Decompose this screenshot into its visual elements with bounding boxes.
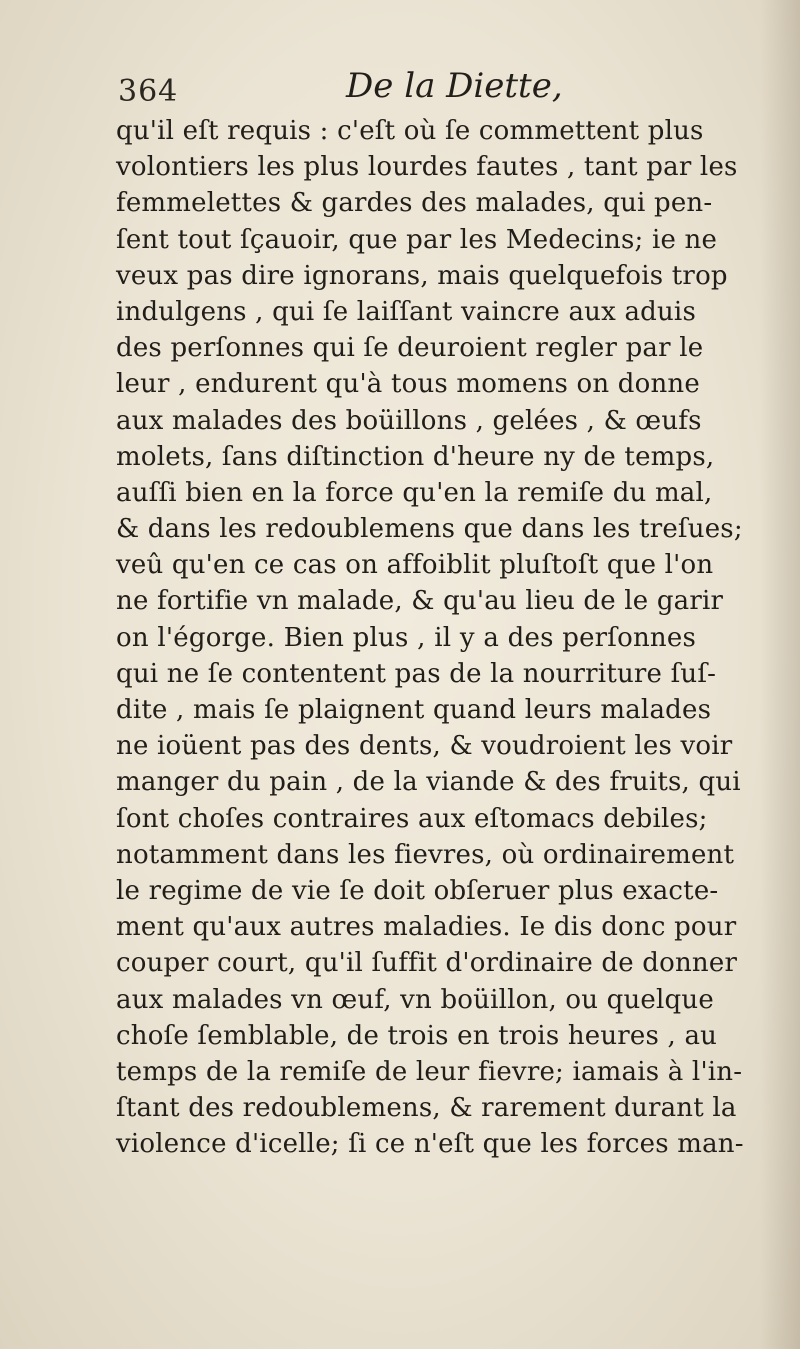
text-line: le regime de vie ſe doit obſeruer plus exacte- bbox=[116, 875, 719, 906]
text-line: veux pas dire ignorans, mais quelquefois trop bbox=[116, 260, 728, 291]
text-line: indulgens , qui ſe laiſſant vaincre aux aduis bbox=[116, 296, 696, 327]
text-line: temps de la remiſe de leur fievre; iamais à l'in- bbox=[116, 1056, 743, 1087]
running-title: De la Diette, bbox=[346, 66, 563, 106]
text-line: qui ne ſe contentent pas de la nourriture ſuſ- bbox=[116, 658, 717, 689]
page-number: 364 bbox=[118, 74, 179, 109]
text-line: manger du pain , de la viande & des fruits, qui bbox=[116, 767, 741, 798]
text-line: molets, ſans diſtinction d'heure ny de temps, bbox=[116, 441, 715, 472]
page-header bbox=[118, 66, 678, 116]
text-line: on l'égorge. Bien plus , il y a des perſonnes bbox=[116, 622, 696, 653]
text-line: veû qu'en ce cas on affoiblit pluſtoſt que l'on bbox=[116, 550, 714, 581]
text-line: & dans les redoublemens que dans les treſues; bbox=[116, 514, 743, 545]
text-line: ne ioüent pas des dents, & voudroient les voir bbox=[116, 731, 733, 762]
text-line: violence d'icelle; ſi ce n'eſt que les forces man- bbox=[116, 1129, 744, 1160]
text-line: aux malades des boüillons , gelées , & œufs bbox=[116, 405, 702, 436]
text-line: volontiers les plus lourdes fautes , tant par les bbox=[116, 152, 738, 183]
text-line: qu'il eſt requis : c'eſt où ſe commettent plus bbox=[116, 116, 704, 146]
text-line: aux malades vn œuf, vn boüillon, ou quelque bbox=[116, 984, 714, 1015]
text-line: ſent tout ſçauoir, que par les Medecins; ie ne bbox=[116, 224, 718, 255]
text-line: femmelettes & gardes des malades, qui pen- bbox=[116, 188, 713, 219]
page-edge-shadow bbox=[760, 0, 800, 1349]
text-line: ſont choſes contraires aux eſtomacs debiles; bbox=[116, 803, 708, 834]
text-line: ſtant des redoublemens, & rarement durant la bbox=[116, 1093, 737, 1124]
text-line: dite , mais ſe plaignent quand leurs malades bbox=[116, 695, 712, 725]
text-line: auſſi bien en la force qu'en la remiſe du mal, bbox=[116, 477, 713, 508]
text-line: leur , endurent qu'à tous momens on donne bbox=[116, 369, 700, 400]
text-line: des perſonnes qui ſe deuroient regler par le bbox=[116, 333, 704, 364]
text-line: ne fortifie vn malade, & qu'au lieu de le garir bbox=[116, 586, 724, 617]
text-line: ment qu'aux autres maladies. Ie dis donc pour bbox=[116, 912, 737, 943]
text-line: notamment dans les fievres, où ordinairement bbox=[116, 839, 735, 870]
body-text bbox=[116, 113, 744, 1162]
text-line: choſe ſemblable, de trois en trois heures , au bbox=[116, 1020, 718, 1051]
text-line: couper court, qu'il ſuffit d'ordinaire de donner bbox=[116, 948, 738, 979]
